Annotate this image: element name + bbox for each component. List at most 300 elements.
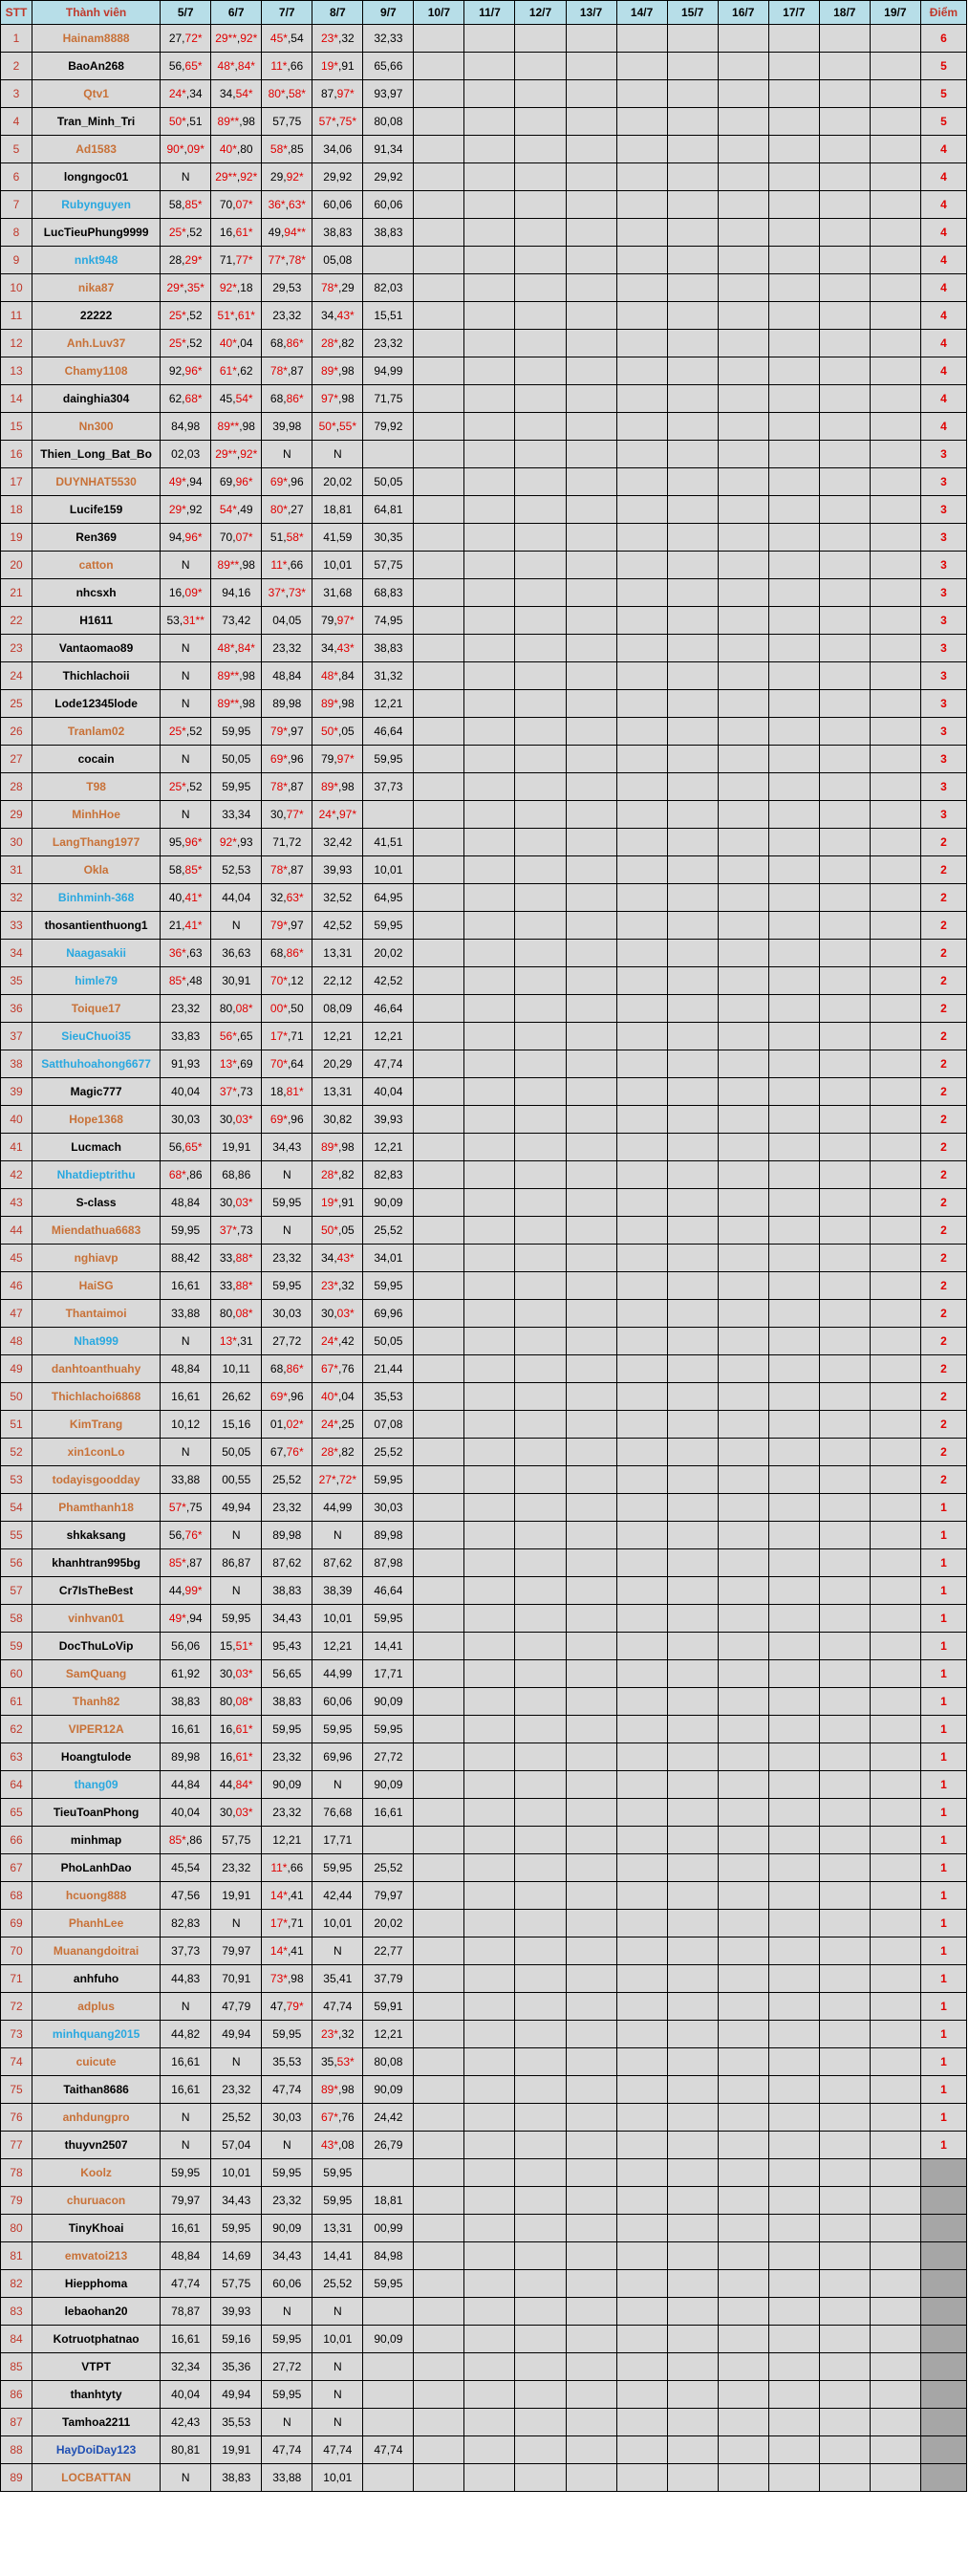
- day-cell: [819, 1189, 870, 1217]
- day-cell: [566, 2464, 616, 2492]
- day-cell: [718, 1023, 768, 1050]
- table-row: [1, 1743, 967, 1771]
- table-row: [1, 2381, 967, 2409]
- day-cell: [819, 690, 870, 718]
- day-cell: [616, 441, 667, 468]
- day-cell: 49*,94: [161, 1605, 211, 1633]
- day-cell: 39,93: [211, 2298, 262, 2326]
- day-cell: [819, 2464, 870, 2492]
- day-cell: [616, 995, 667, 1023]
- day-cell: 80,08*: [211, 1688, 262, 1716]
- day-cell: [718, 1522, 768, 1549]
- day-cell: [819, 302, 870, 330]
- day-cell: [718, 1494, 768, 1522]
- day-cell: [566, 967, 616, 995]
- day-cell: 70,07*: [211, 191, 262, 219]
- member-name: minhmap: [32, 1827, 161, 1854]
- day-cell: [667, 385, 718, 413]
- day-cell: 18,81: [312, 496, 363, 524]
- score-cell: 3: [920, 552, 966, 579]
- day-cell: 71,77*: [211, 247, 262, 274]
- day-cell: 23*,32: [312, 1272, 363, 1300]
- day-cell: [819, 912, 870, 940]
- day-cell: [819, 1134, 870, 1161]
- day-cell: [515, 108, 566, 136]
- day-cell: [464, 108, 515, 136]
- day-cell: [718, 1854, 768, 1882]
- score-cell: 4: [920, 136, 966, 163]
- day-cell: [819, 1328, 870, 1355]
- table-row: [1, 1882, 967, 1910]
- day-cell: [464, 2048, 515, 2076]
- day-cell: 29*,35*: [161, 274, 211, 302]
- table-row: [1, 1411, 967, 1439]
- day-cell: [718, 1272, 768, 1300]
- day-cell: 59,95: [262, 2159, 312, 2187]
- day-cell: 50*,55*: [312, 413, 363, 441]
- day-cell: [870, 1189, 920, 1217]
- day-cell: [768, 1605, 819, 1633]
- day-cell: [870, 2353, 920, 2381]
- day-cell: [414, 2132, 464, 2159]
- day-cell: [870, 1078, 920, 1106]
- day-cell: [768, 2436, 819, 2464]
- day-cell: [768, 1134, 819, 1161]
- day-cell: [616, 1771, 667, 1799]
- day-cell: [870, 1605, 920, 1633]
- day-cell: 38,83: [363, 219, 414, 247]
- day-cell: 19,91: [211, 1882, 262, 1910]
- day-cell: [464, 773, 515, 801]
- day-cell: [718, 1300, 768, 1328]
- member-name: nika87: [32, 274, 161, 302]
- day-cell: [566, 746, 616, 773]
- day-cell: [464, 1328, 515, 1355]
- day-cell: [718, 1411, 768, 1439]
- day-cell: [566, 357, 616, 385]
- day-cell: 16,61: [363, 1799, 414, 1827]
- day-cell: [718, 635, 768, 662]
- day-cell: [870, 2242, 920, 2270]
- day-cell: [768, 1660, 819, 1688]
- day-cell: [464, 247, 515, 274]
- day-cell: [768, 219, 819, 247]
- table-row: [1, 2298, 967, 2326]
- day-cell: [616, 2436, 667, 2464]
- day-cell: [870, 2409, 920, 2436]
- score-cell: 2: [920, 967, 966, 995]
- day-cell: [363, 441, 414, 468]
- day-cell: 11*,66: [262, 552, 312, 579]
- day-cell: [718, 746, 768, 773]
- day-cell: 85*,48: [161, 967, 211, 995]
- day-cell: 37,73: [363, 773, 414, 801]
- day-cell: [870, 995, 920, 1023]
- table-row: [1, 1688, 967, 1716]
- day-cell: 41,59: [312, 524, 363, 552]
- member-name: 22222: [32, 302, 161, 330]
- day-cell: [464, 967, 515, 995]
- row-number: 53: [1, 1466, 32, 1494]
- day-cell: 57*,75*: [312, 108, 363, 136]
- day-cell: [667, 1910, 718, 1937]
- score-cell: [920, 2436, 966, 2464]
- day-cell: [414, 80, 464, 108]
- day-cell: [718, 773, 768, 801]
- day-cell: [819, 773, 870, 801]
- day-cell: [667, 1134, 718, 1161]
- column-header: 16/7: [718, 1, 768, 25]
- day-cell: [768, 441, 819, 468]
- row-number: 36: [1, 995, 32, 1023]
- day-cell: [414, 1328, 464, 1355]
- day-cell: [870, 2159, 920, 2187]
- day-cell: [768, 1411, 819, 1439]
- day-cell: [870, 552, 920, 579]
- row-number: 20: [1, 552, 32, 579]
- day-cell: 50*,51: [161, 108, 211, 136]
- day-cell: 94,99: [363, 357, 414, 385]
- day-cell: [819, 163, 870, 191]
- day-cell: [819, 357, 870, 385]
- day-cell: [718, 940, 768, 967]
- day-cell: [616, 1688, 667, 1716]
- day-cell: 30,03: [262, 1300, 312, 1328]
- day-cell: [515, 2048, 566, 2076]
- day-cell: [414, 1189, 464, 1217]
- score-cell: 2: [920, 1217, 966, 1245]
- day-cell: 30,03: [363, 1494, 414, 1522]
- member-name: T98: [32, 773, 161, 801]
- day-cell: 90,09: [363, 1189, 414, 1217]
- day-cell: [819, 995, 870, 1023]
- day-cell: 68,86*: [262, 940, 312, 967]
- day-cell: [768, 1522, 819, 1549]
- day-cell: [464, 1882, 515, 1910]
- day-cell: 33,88*: [211, 1245, 262, 1272]
- score-cell: 1: [920, 1494, 966, 1522]
- day-cell: [718, 163, 768, 191]
- day-cell: 59,95: [312, 2187, 363, 2215]
- day-cell: [464, 1965, 515, 1993]
- day-cell: 12,21: [312, 1023, 363, 1050]
- day-cell: [515, 579, 566, 607]
- day-cell: 23,32: [161, 995, 211, 1023]
- day-cell: 87,62: [262, 1549, 312, 1577]
- member-name: HayDoiDay123: [32, 2436, 161, 2464]
- day-cell: [718, 2326, 768, 2353]
- day-cell: [414, 1827, 464, 1854]
- day-cell: [870, 1217, 920, 1245]
- day-cell: [464, 2409, 515, 2436]
- day-cell: [414, 829, 464, 856]
- day-cell: [414, 1245, 464, 1272]
- day-cell: [718, 25, 768, 53]
- day-cell: [515, 2104, 566, 2132]
- day-cell: [616, 2409, 667, 2436]
- day-cell: 43*,08: [312, 2132, 363, 2159]
- day-cell: 14*,41: [262, 1882, 312, 1910]
- day-cell: [667, 1466, 718, 1494]
- day-cell: [819, 1688, 870, 1716]
- day-cell: 05,08: [312, 247, 363, 274]
- day-cell: [616, 1965, 667, 1993]
- member-name: Nhat999: [32, 1328, 161, 1355]
- day-cell: [616, 2326, 667, 2353]
- member-name: Thichlachoii: [32, 662, 161, 690]
- day-cell: [819, 2242, 870, 2270]
- day-cell: [566, 995, 616, 1023]
- day-cell: [768, 330, 819, 357]
- day-cell: [363, 2409, 414, 2436]
- day-cell: [768, 2326, 819, 2353]
- day-cell: 46,64: [363, 1577, 414, 1605]
- day-cell: [414, 1522, 464, 1549]
- member-name: TinyKhoai: [32, 2215, 161, 2242]
- score-cell: 4: [920, 163, 966, 191]
- day-cell: 40,41*: [161, 884, 211, 912]
- member-name: cuicute: [32, 2048, 161, 2076]
- day-cell: [414, 1716, 464, 1743]
- day-cell: [819, 1937, 870, 1965]
- day-cell: 34,43*: [312, 635, 363, 662]
- day-cell: 12,21: [312, 1633, 363, 1660]
- day-cell: 20,02: [312, 468, 363, 496]
- day-cell: [768, 912, 819, 940]
- day-cell: 44,99: [312, 1494, 363, 1522]
- day-cell: [667, 552, 718, 579]
- row-number: 47: [1, 1300, 32, 1328]
- day-cell: 59,95: [262, 2381, 312, 2409]
- day-cell: 56,06: [161, 1633, 211, 1660]
- day-cell: [464, 662, 515, 690]
- day-cell: [566, 1743, 616, 1771]
- day-cell: 64,81: [363, 496, 414, 524]
- day-cell: [667, 53, 718, 80]
- day-cell: [768, 746, 819, 773]
- member-name: Lode12345lode: [32, 690, 161, 718]
- score-cell: [920, 2464, 966, 2492]
- table-row: [1, 940, 967, 967]
- day-cell: [718, 1716, 768, 1743]
- day-cell: 34,43: [262, 2242, 312, 2270]
- score-cell: 2: [920, 1245, 966, 1272]
- day-cell: [667, 136, 718, 163]
- day-cell: 39,93: [312, 856, 363, 884]
- day-cell: 10,01: [312, 552, 363, 579]
- day-cell: [515, 163, 566, 191]
- day-cell: [768, 247, 819, 274]
- day-cell: [870, 1023, 920, 1050]
- day-cell: 80,08*: [211, 1300, 262, 1328]
- day-cell: [414, 25, 464, 53]
- day-cell: 78*,29: [312, 274, 363, 302]
- day-cell: [566, 2132, 616, 2159]
- day-cell: [616, 80, 667, 108]
- day-cell: 00,55: [211, 1466, 262, 1494]
- score-cell: [920, 2159, 966, 2187]
- day-cell: [718, 1189, 768, 1217]
- day-cell: 59,95: [262, 2021, 312, 2048]
- table-row: [1, 801, 967, 829]
- day-cell: 30,35: [363, 524, 414, 552]
- row-number: 9: [1, 247, 32, 274]
- day-cell: [616, 829, 667, 856]
- row-number: 33: [1, 912, 32, 940]
- day-cell: [616, 1189, 667, 1217]
- day-cell: 14,41: [363, 1633, 414, 1660]
- day-cell: [819, 2326, 870, 2353]
- table-row: [1, 357, 967, 385]
- day-cell: 70,91: [211, 1965, 262, 1993]
- day-cell: [464, 1605, 515, 1633]
- day-cell: [616, 1050, 667, 1078]
- day-cell: [870, 1439, 920, 1466]
- day-cell: [616, 912, 667, 940]
- day-cell: 32,34: [161, 2353, 211, 2381]
- day-cell: [667, 1771, 718, 1799]
- day-cell: [464, 468, 515, 496]
- day-cell: 33,88*: [211, 1272, 262, 1300]
- day-cell: [870, 1827, 920, 1854]
- day-cell: [819, 496, 870, 524]
- day-cell: [870, 2132, 920, 2159]
- score-cell: 3: [920, 773, 966, 801]
- day-cell: [718, 552, 768, 579]
- day-cell: [667, 163, 718, 191]
- day-cell: [718, 1688, 768, 1716]
- day-cell: [768, 524, 819, 552]
- day-cell: [566, 940, 616, 967]
- day-cell: [464, 1245, 515, 1272]
- column-header: 19/7: [870, 1, 920, 25]
- day-cell: [414, 635, 464, 662]
- table-row: [1, 1050, 967, 1078]
- score-cell: 1: [920, 1993, 966, 2021]
- day-cell: 35,53*: [312, 2048, 363, 2076]
- day-cell: [718, 2187, 768, 2215]
- day-cell: [870, 219, 920, 247]
- day-cell: 90,09: [363, 1688, 414, 1716]
- day-cell: 70*,12: [262, 967, 312, 995]
- row-number: 37: [1, 1023, 32, 1050]
- score-cell: 2: [920, 884, 966, 912]
- member-name: adplus: [32, 1993, 161, 2021]
- day-cell: [870, 1245, 920, 1272]
- day-cell: N: [161, 2104, 211, 2132]
- day-cell: [464, 274, 515, 302]
- day-cell: [414, 552, 464, 579]
- day-cell: [464, 1106, 515, 1134]
- row-number: 4: [1, 108, 32, 136]
- day-cell: [414, 1439, 464, 1466]
- column-header: Thành viên: [32, 1, 161, 25]
- day-cell: [566, 1799, 616, 1827]
- day-cell: [768, 1827, 819, 1854]
- day-cell: 22,12: [312, 967, 363, 995]
- day-cell: [768, 1217, 819, 1245]
- row-number: 42: [1, 1161, 32, 1189]
- member-name: KimTrang: [32, 1411, 161, 1439]
- row-number: 73: [1, 2021, 32, 2048]
- day-cell: 30,03*: [312, 1300, 363, 1328]
- day-cell: [870, 884, 920, 912]
- score-cell: 3: [920, 746, 966, 773]
- day-cell: 19,91: [211, 2436, 262, 2464]
- day-cell: N: [262, 441, 312, 468]
- day-cell: [667, 108, 718, 136]
- day-cell: [819, 856, 870, 884]
- day-cell: 21,44: [363, 1355, 414, 1383]
- day-cell: [515, 1466, 566, 1494]
- member-name: Miendathua6683: [32, 1217, 161, 1245]
- day-cell: [616, 1910, 667, 1937]
- day-cell: 28*,82: [312, 330, 363, 357]
- score-cell: 3: [920, 496, 966, 524]
- day-cell: [566, 1854, 616, 1882]
- day-cell: 87,62: [312, 1549, 363, 1577]
- day-cell: [718, 524, 768, 552]
- table-row: [1, 607, 967, 635]
- day-cell: [667, 1217, 718, 1245]
- day-cell: [566, 884, 616, 912]
- day-cell: 69*,96: [262, 468, 312, 496]
- day-cell: [667, 940, 718, 967]
- day-cell: [515, 2270, 566, 2298]
- day-cell: 67*,76: [312, 1355, 363, 1383]
- day-cell: 89*,98: [312, 773, 363, 801]
- day-cell: 13,31: [312, 940, 363, 967]
- day-cell: [464, 163, 515, 191]
- member-name: Phamthanh18: [32, 1494, 161, 1522]
- day-cell: [566, 1522, 616, 1549]
- day-cell: [819, 2381, 870, 2409]
- table-row: [1, 1660, 967, 1688]
- day-cell: [667, 1106, 718, 1134]
- day-cell: [667, 25, 718, 53]
- day-cell: 69,96*: [211, 468, 262, 496]
- day-cell: [870, 2464, 920, 2492]
- day-cell: [566, 1189, 616, 1217]
- table-row: [1, 441, 967, 468]
- day-cell: 38,83: [211, 2464, 262, 2492]
- day-cell: [667, 247, 718, 274]
- table-row: [1, 995, 967, 1023]
- day-cell: [667, 1716, 718, 1743]
- score-cell: 2: [920, 1161, 966, 1189]
- day-cell: [768, 1854, 819, 1882]
- day-cell: [667, 829, 718, 856]
- day-cell: N: [211, 1522, 262, 1549]
- day-cell: [819, 1050, 870, 1078]
- day-cell: [718, 2215, 768, 2242]
- day-cell: 47,74: [262, 2436, 312, 2464]
- day-cell: N: [161, 1328, 211, 1355]
- day-cell: 44,84*: [211, 1771, 262, 1799]
- day-cell: [768, 2464, 819, 2492]
- day-cell: [616, 1937, 667, 1965]
- day-cell: [667, 413, 718, 441]
- day-cell: [616, 1272, 667, 1300]
- day-cell: 68,86*: [262, 1355, 312, 1383]
- day-cell: [718, 2353, 768, 2381]
- day-cell: [870, 247, 920, 274]
- day-cell: [870, 1937, 920, 1965]
- member-name: Muanangdoitrai: [32, 1937, 161, 1965]
- day-cell: [718, 191, 768, 219]
- day-cell: [566, 635, 616, 662]
- day-cell: [464, 1660, 515, 1688]
